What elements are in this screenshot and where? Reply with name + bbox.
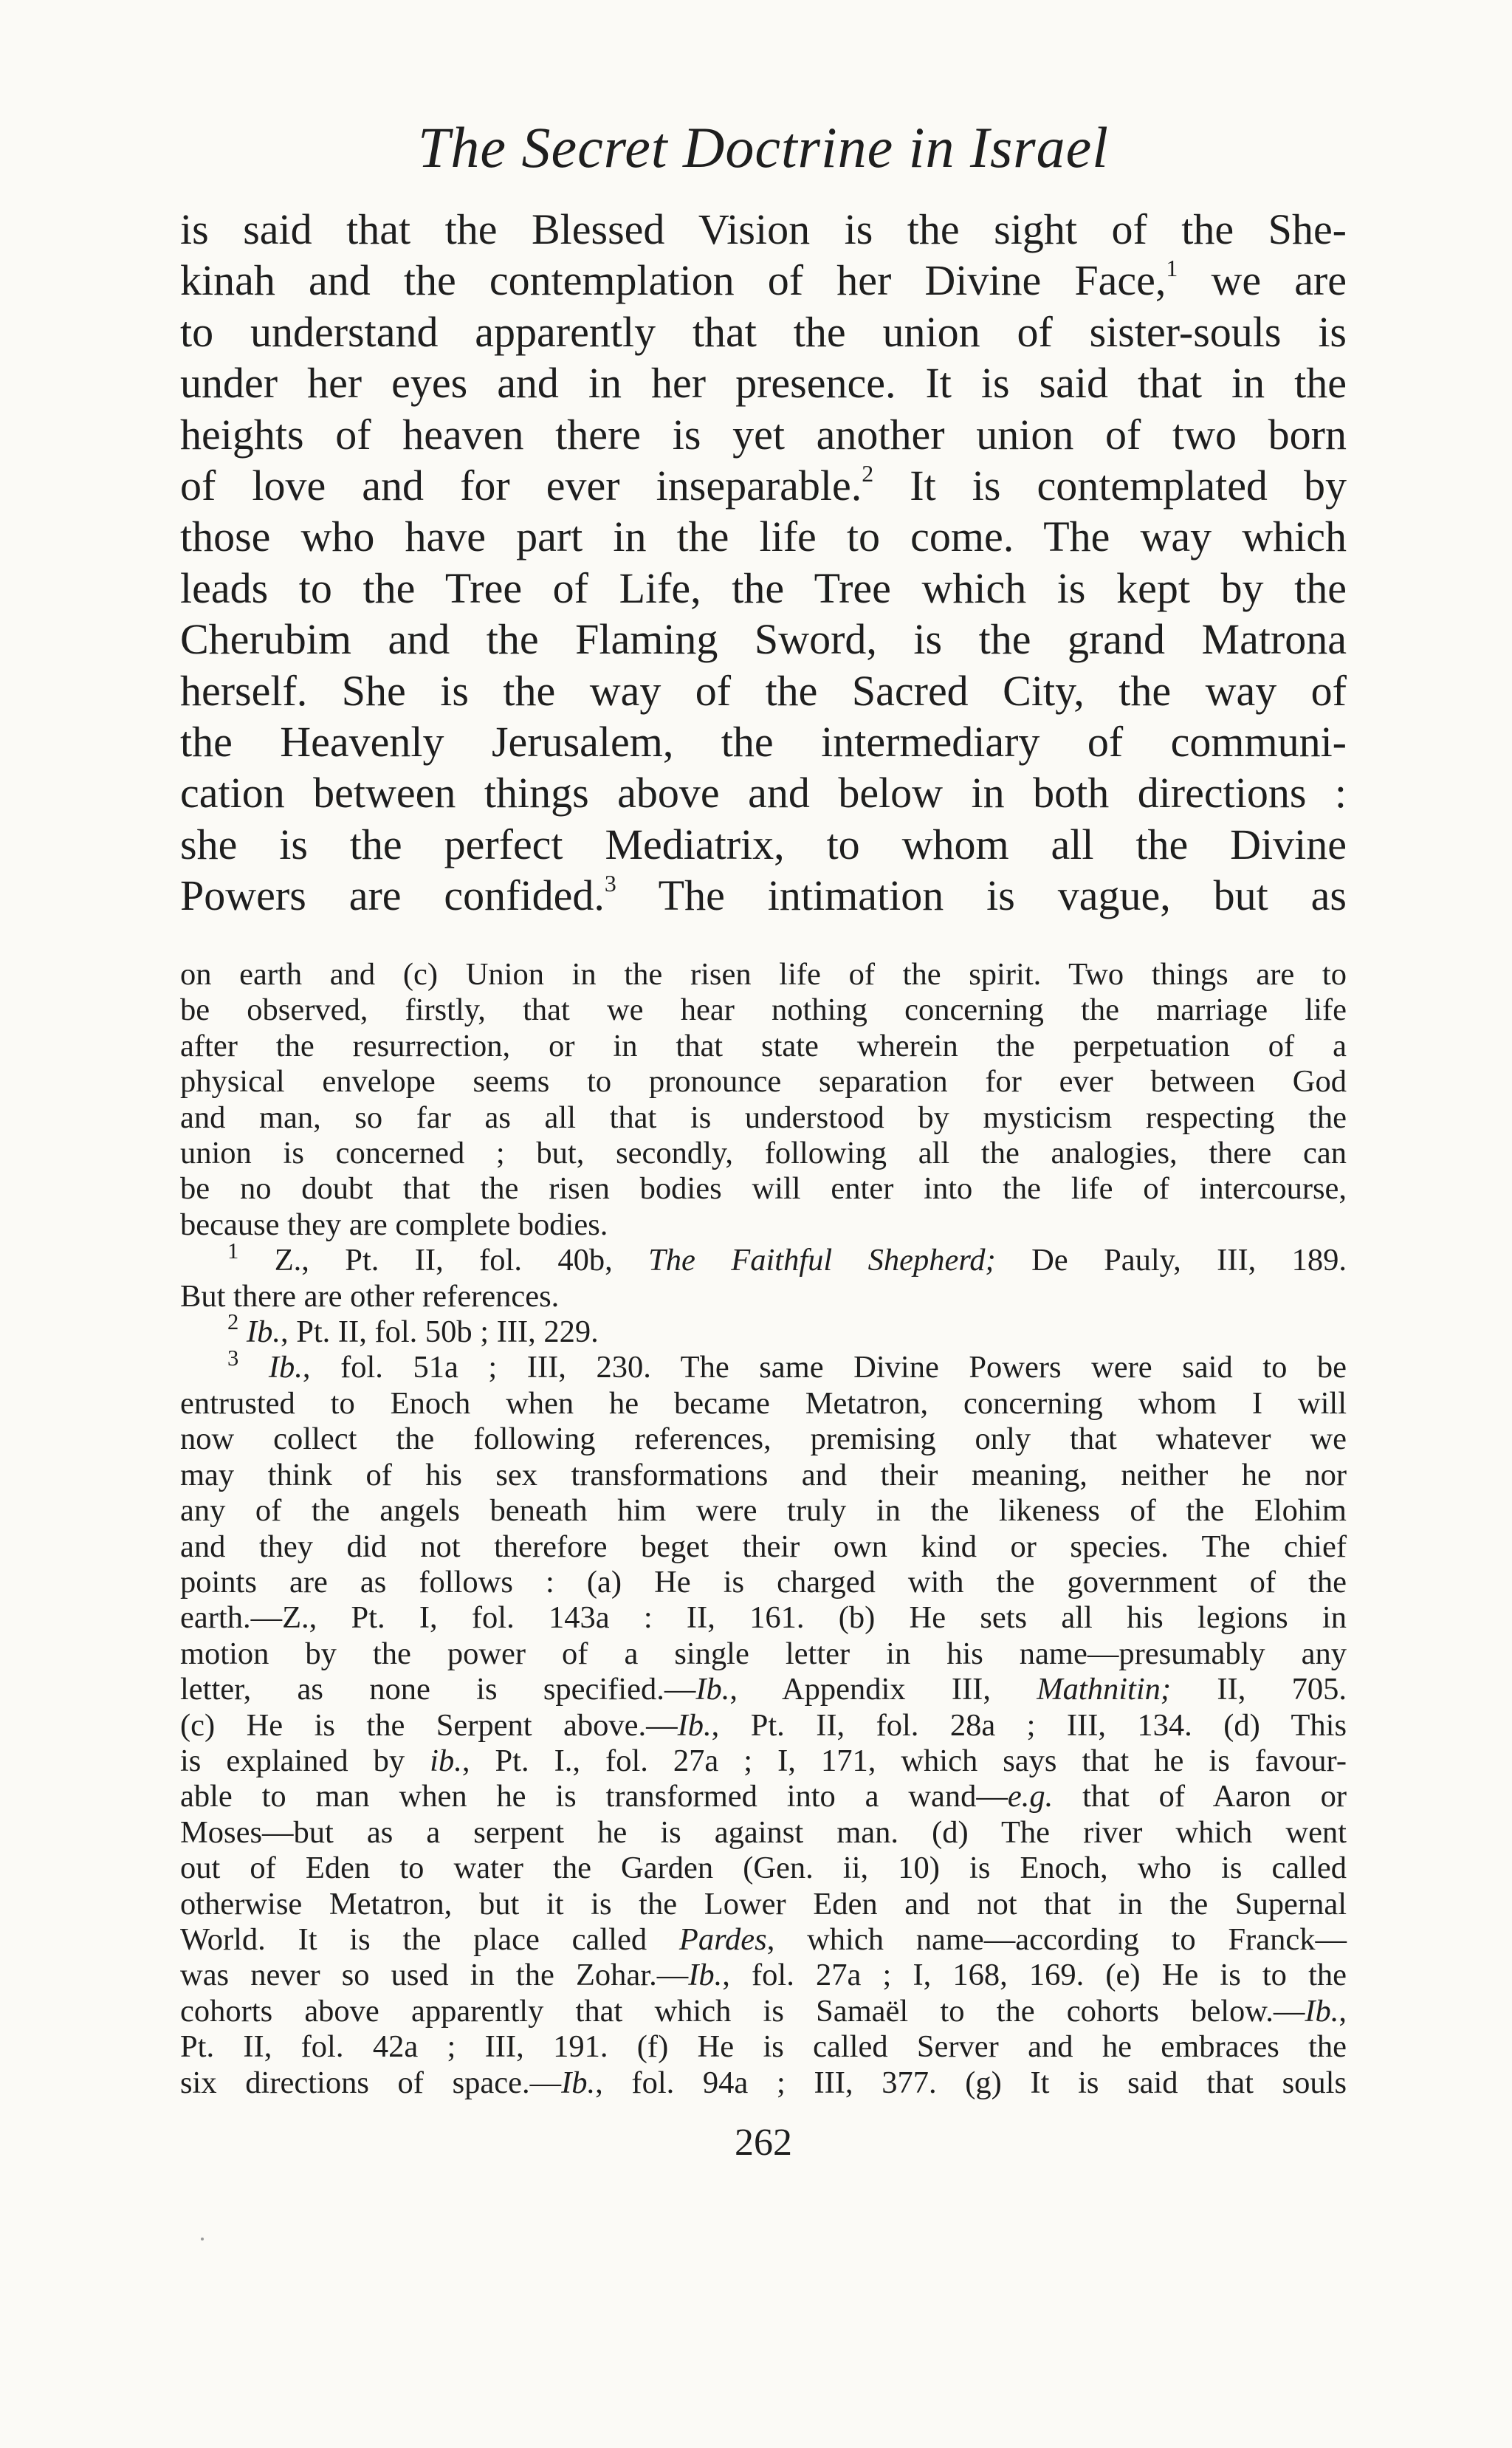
- note-line: motion by the power of a single letter in his name—presumably any: [180, 1636, 1347, 1671]
- body-line: heights of heaven there is yet another union of two born: [180, 410, 1347, 459]
- note-line: was never so used in the Zohar.—Ib., fol. 27a ; I, 168, 169. (e) He is to the: [180, 1958, 1347, 1993]
- note-line: and man, so far as all that is understood by mysticism respecting the: [180, 1100, 1347, 1135]
- note-line: after the resurrection, or in that state wherein the perpetuation of a: [180, 1028, 1347, 1063]
- note-line: be observed, firstly, that we hear nothing concerning the marriage life: [180, 992, 1347, 1028]
- footnote-3: $^3$ Ib., fol. 51a ; III, 230. The same Divine Powers were said to be: [227, 1345, 1347, 1385]
- note-line: points are as follows : (a) He is charged with the government of the: [180, 1564, 1347, 1600]
- note-line: out of Eden to water the Garden (Gen. ii, 10) is Enoch, who is called: [180, 1851, 1347, 1886]
- body-line: those who have part in the life to come. The way which: [180, 512, 1347, 561]
- body-line: cation between things above and below in both directions :: [180, 769, 1347, 817]
- note-line: But there are other references.: [180, 1278, 560, 1314]
- note-line: otherwise Metatron, but it is the Lower Eden and not that in the Supernal: [180, 1886, 1347, 1921]
- footnote-ref: 3: [604, 871, 616, 897]
- body-line: herself. She is the way of the Sacred City, the way of: [180, 666, 1347, 715]
- note-line: World. It is the place called Pardes, which name—according to Franck—: [180, 1921, 1347, 1957]
- paper-speck: [201, 2238, 204, 2240]
- body-line: the Heavenly Jerusalem, the intermediary of communi-: [180, 718, 1347, 767]
- body-line: leads to the Tree of Life, the Tree which is kept by the: [180, 563, 1347, 612]
- page-number: 262: [735, 2122, 792, 2164]
- body-line: to understand apparently that the union of sister-souls is: [180, 307, 1347, 356]
- body-line: of love and for ever inseparable.$^2$ It is contemplated by: [180, 460, 1347, 510]
- note-line: any of the angels beneath him were truly in the likeness of the Elohim: [180, 1493, 1347, 1529]
- footnotes: [180, 957, 1347, 2101]
- note-line: cohorts above apparently that which is Samaël to the cohorts below.—Ib.,: [180, 1993, 1347, 2029]
- note-line: because they are complete bodies.: [180, 1207, 608, 1242]
- main-text: [180, 204, 1347, 922]
- note-line: may think of his sex transformations and their meaning, neither he nor: [180, 1457, 1347, 1492]
- body-line: she is the perfect Mediatrix, to whom all the Divine: [180, 820, 1347, 868]
- footnote-number: 3: [227, 1345, 239, 1371]
- note-line: Moses—but as a serpent he is against man. (d) The river which went: [180, 1814, 1347, 1850]
- note-line: letter, as none is specified.—Ib., Appendix III, Mathnitin; II, 705.: [180, 1672, 1347, 1707]
- note-line: Pt. II, fol. 42a ; III, 191. (f) He is called Server and he embraces the: [180, 2029, 1347, 2065]
- body-line: Cherubim and the Flaming Sword, is the grand Matrona: [180, 615, 1347, 664]
- note-line: is explained by ib., Pt. I., fol. 27a ; I, 171, which says that he is favour-: [180, 1743, 1347, 1778]
- note-line: be no doubt that the risen bodies will enter into the life of intercourse,: [180, 1171, 1347, 1207]
- note-line: union is concerned ; but, secondly, following all the analogies, there can: [180, 1136, 1347, 1171]
- body-line: is said that the Blessed Vision is the sight of the She-: [180, 205, 1347, 253]
- body-line: under her eyes and in her presence. It is said that in the: [180, 359, 1347, 408]
- footnote-2: $^2$ Ib., Pt. II, fol. 50b ; III, 229.: [227, 1309, 599, 1350]
- footnote-1: $^1$ Z., Pt. II, fol. 40b, The Faithful Shepherd; De Pauly, III, 189.: [227, 1238, 1347, 1278]
- note-line: (c) He is the Serpent above.—Ib., Pt. II, fol. 28a ; III, 134. (d) This: [180, 1707, 1347, 1743]
- note-line: able to man when he is transformed into a wand—e.g. that of Aaron or: [180, 1779, 1347, 1814]
- note-line: entrusted to Enoch when he became Metatron, concerning whom I will: [180, 1385, 1347, 1421]
- body-line: Powers are confided.$^3$ The intimation is vague, but as: [180, 871, 1347, 920]
- note-line: six directions of space.—Ib., fol. 94a ; III, 377. (g) It is said that souls: [180, 2065, 1347, 2100]
- note-line: and they did not therefore beget their own kind or species. The chief: [180, 1529, 1347, 1564]
- body-line: kinah and the contemplation of her Divine Face,$^1$ we are: [180, 256, 1347, 305]
- note-line: now collect the following references, premising only that whatever we: [180, 1422, 1347, 1457]
- footnote-number: 1: [227, 1238, 239, 1264]
- note-line: earth.—Z., Pt. I, fol. 143a : II, 161. (b) He sets all his legions in: [180, 1600, 1347, 1636]
- footnote-number: 2: [227, 1309, 239, 1335]
- footnote-ref: 1: [1166, 256, 1178, 282]
- footnote-ref: 2: [862, 460, 874, 487]
- note-line: physical envelope seems to pronounce separation for ever between God: [180, 1064, 1347, 1100]
- note-line: on earth and (c) Union in the risen life of the spirit. Two things are to: [180, 957, 1347, 992]
- running-head: The Secret Doctrine in Israel: [418, 115, 1109, 179]
